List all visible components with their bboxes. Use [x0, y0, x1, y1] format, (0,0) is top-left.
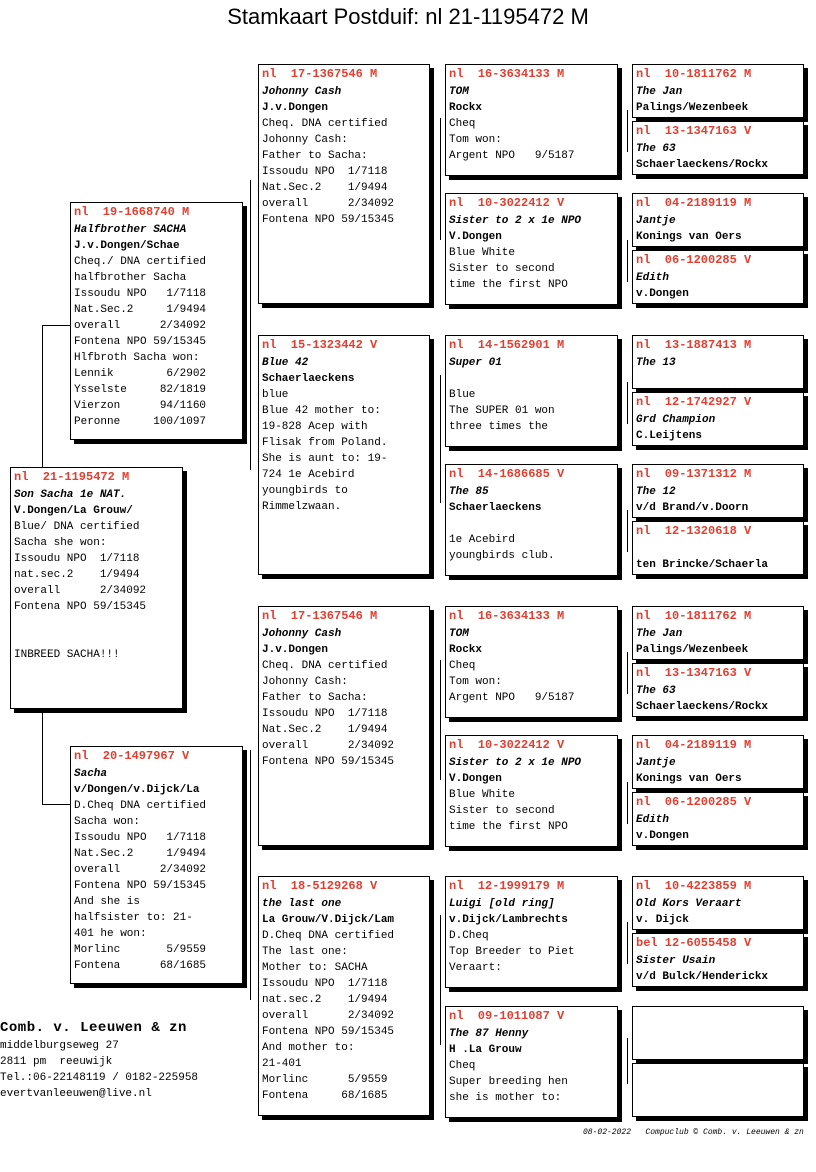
bird-info-line: Johonny Cash: [262, 134, 348, 146]
ring-number: nl 10-3022412 V [449, 196, 565, 210]
bird-info-line: overall 2/34092 [262, 198, 395, 210]
breeder: La Grouw/V.Dijck/Lam [262, 914, 395, 926]
bird-info-line: Top Breeder to Piet [449, 946, 575, 958]
bird-info-line: youngbirds club. [449, 550, 555, 562]
bird-info-line [14, 631, 179, 647]
bird-name: The 63 [636, 143, 676, 155]
connector-line [42, 804, 70, 805]
bird-name: Son Sacha 1e NAT. [14, 489, 127, 501]
ring-number: nl 12-1742927 V [636, 395, 752, 409]
ring-number: nl 09-1371312 M [636, 467, 752, 481]
ring-number: nl 09-1011087 V [449, 1009, 565, 1023]
pedigree-card[interactable] [632, 121, 804, 175]
bird-info-line: nat.sec.2 1/9494 [262, 994, 388, 1006]
bird-info-line: Fontena NPO 59/15345 [262, 1026, 395, 1038]
breeder: v.Dongen [636, 830, 689, 842]
bird-info-line: Fontena 68/1685 [74, 960, 207, 972]
bird-name: Johonny Cash [262, 628, 342, 640]
connector-line [440, 660, 441, 780]
breeder: v/d Brand/v.Doorn [636, 502, 749, 514]
bird-info-line: She is aunt to: 19- [262, 453, 388, 465]
ring-number: nl 13-1887413 M [636, 338, 752, 352]
bird-info-line: Issoudu NPO 1/7118 [74, 288, 207, 300]
connector-line [42, 712, 43, 804]
ring-number: nl 12-1320618 V [636, 524, 752, 538]
pedigree-card[interactable] [445, 193, 618, 305]
connector-line [627, 110, 628, 152]
bird-info-line: Argent NPO 9/5187 [449, 150, 575, 162]
bird-info-line: Ysselste 82/1819 [74, 384, 207, 396]
breeder: v.Dongen [636, 288, 689, 300]
connector-line [440, 375, 441, 503]
bird-name [636, 541, 800, 557]
ring-number: nl 04-2189119 M [636, 738, 752, 752]
bird-info-line: Nat.Sec.2 1/9494 [262, 182, 388, 194]
pedigree-card[interactable] [258, 606, 430, 846]
bird-info-line: D.Cheq DNA certified [74, 800, 207, 812]
bird-info-line: Sacha she won: [14, 537, 107, 549]
bird-name: Edith [636, 272, 670, 284]
breeder: Schaerlaeckens/Rockx [636, 159, 769, 171]
pedigree-card[interactable] [445, 1006, 618, 1118]
bird-info-line: Blue [449, 389, 476, 401]
pedigree-card[interactable] [632, 876, 804, 930]
ring-number: nl 17-1367546 M [262, 609, 378, 623]
bird-name: Sister to 2 x 1e NPO [449, 757, 582, 769]
bird-info-line: Veraart: [449, 962, 502, 974]
bird-name: The 13 [636, 357, 676, 369]
ring-number: nl 04-2189119 M [636, 196, 752, 210]
breeder: J.v.Dongen [262, 102, 329, 114]
pedigree-card[interactable] [632, 250, 804, 304]
connector-line [250, 180, 251, 470]
bird-info-line: Issoudu NPO 1/7118 [74, 832, 207, 844]
ring-number: nl 14-1686685 V [449, 467, 565, 481]
bird-info-line: Vierzon 94/1160 [74, 400, 207, 412]
pedigree-card[interactable] [445, 876, 618, 988]
ring-number: nl 16-3634133 M [449, 67, 565, 81]
owner-phone: Tel.:06-22148119 / 0182-225958 [0, 1072, 199, 1084]
connector-line [440, 915, 441, 1045]
bird-info-line: Fontena NPO 59/15345 [14, 601, 147, 613]
pedigree-card[interactable] [632, 663, 804, 717]
bird-info-line: youngbirds to [262, 485, 348, 497]
ring-number: nl 17-1367546 M [262, 67, 378, 81]
ring-number: nl 13-1347163 V [636, 124, 752, 138]
connector-line [627, 240, 628, 282]
breeder: v. Dijck [636, 914, 689, 926]
bird-name: Jantje [636, 215, 676, 227]
bird-info-line: 401 he won: [74, 928, 147, 940]
breeder: C.Leijtens [636, 430, 703, 442]
pedigree-card[interactable] [632, 735, 804, 789]
bird-info-line: Cheq. DNA certified [262, 118, 388, 130]
bird-info-line: D.Cheq [449, 930, 489, 942]
pedigree-card[interactable] [10, 467, 183, 709]
bird-info-line: Cheq./ DNA certified [74, 256, 207, 268]
bird-info-line: blue [262, 389, 289, 401]
connector-line [627, 382, 628, 424]
ring-number: nl 14-1562901 M [449, 338, 565, 352]
bird-info-line: overall 2/34092 [74, 320, 207, 332]
pedigree-card[interactable] [632, 392, 804, 446]
pedigree-card[interactable] [70, 746, 243, 984]
bird-name: the last one [262, 898, 342, 910]
bird-info-line: Nat.Sec.2 1/9494 [262, 724, 388, 736]
bird-info-line: halfbrother Sacha [74, 272, 187, 284]
breeder: v/d Bulck/Henderickx [636, 971, 769, 983]
bird-info-line: time the first NPO [449, 821, 568, 833]
pedigree-card[interactable] [445, 606, 618, 718]
connector-line [440, 118, 441, 240]
bird-info-line: Super breeding hen [449, 1076, 568, 1088]
bird-info-line: Cheq [449, 660, 476, 672]
owner-postcode: 2811 pm reeuwijk [0, 1056, 113, 1068]
ring-number: nl 06-1200285 V [636, 795, 752, 809]
breeder: Rockx [449, 102, 483, 114]
bird-info-line: Johonny Cash: [262, 676, 348, 688]
bird-info-line: 21-401 [262, 1058, 302, 1070]
bird-info-line [449, 516, 614, 532]
bird-info-line: Issoudu NPO 1/7118 [262, 166, 388, 178]
connector-line [627, 782, 628, 824]
bird-info-line: Fontena NPO 59/15345 [74, 880, 207, 892]
bird-info-line: 724 1e Acebird [262, 469, 355, 481]
ring-number: nl 10-1811762 M [636, 67, 752, 81]
pedigree-card[interactable] [632, 1006, 804, 1060]
bird-info-line: Issoudu NPO 1/7118 [262, 708, 388, 720]
breeder: Schaerlaeckens [262, 373, 355, 385]
bird-info-line: overall 2/34092 [262, 740, 395, 752]
bird-info-line: And mother to: [262, 1042, 355, 1054]
bird-info-line: Tom won: [449, 676, 502, 688]
pedigree-card[interactable] [632, 464, 804, 518]
bird-name: The 85 [449, 486, 489, 498]
bird-info-line: Issoudu NPO 1/7118 [262, 978, 388, 990]
bird-name: Old Kors Veraart [636, 898, 742, 910]
bird-info-line: Cheq [449, 118, 476, 130]
bird-info-line: Nat.Sec.2 1/9494 [74, 848, 207, 860]
pedigree-card[interactable] [632, 64, 804, 118]
breeder: Rockx [449, 644, 483, 656]
bird-info-line: The SUPER 01 won [449, 405, 555, 417]
pedigree-card[interactable] [258, 335, 430, 575]
bird-info-line: time the first NPO [449, 279, 568, 291]
bird-name: Edith [636, 814, 670, 826]
ring-number: bel 12-6055458 V [636, 936, 752, 950]
connector-line [627, 510, 628, 552]
bird-info-line: Flisak from Poland. [262, 437, 388, 449]
bird-info-line: Nat.Sec.2 1/9494 [74, 304, 207, 316]
bird-info-line: Blue White [449, 789, 516, 801]
pedigree-card[interactable] [632, 792, 804, 846]
page-title: Stamkaart Postduif: nl 21-1195472 M [227, 4, 589, 29]
bird-info-line: Lennik 6/2902 [74, 368, 207, 380]
owner-address: middelburgseweg 27 [0, 1040, 119, 1052]
breeder: Palings/Wezenbeek [636, 644, 749, 656]
pedigree-card[interactable] [632, 933, 804, 987]
bird-info-line: The last one: [262, 946, 348, 958]
breeder: V.Dongen [449, 773, 502, 785]
bird-name: The Jan [636, 86, 683, 98]
bird-name: The 63 [636, 685, 676, 697]
breeder: Schaerlaeckens/Rockx [636, 701, 769, 713]
pedigree-card[interactable] [632, 335, 804, 389]
bird-info-line: three times the [449, 421, 549, 433]
bird-info-line: Blue/ DNA certified [14, 521, 140, 533]
bird-name: TOM [449, 628, 469, 640]
bird-info-line: Blue 42 mother to: [262, 405, 381, 417]
ring-number: nl 20-1497967 V [74, 749, 190, 763]
breeder: V.Dongen [449, 231, 502, 243]
bird-info-line: Argent NPO 9/5187 [449, 692, 575, 704]
bird-info-line: Blue White [449, 247, 516, 259]
connector-line [627, 1038, 628, 1084]
bird-info-line: INBREED SACHA!!! [14, 649, 120, 661]
breeder: Schaerlaeckens [449, 502, 542, 514]
bird-info-line: Fontena NPO 59/15345 [262, 756, 395, 768]
bird-info-line: overall 2/34092 [14, 585, 147, 597]
bird-name: Sister Usain [636, 955, 716, 967]
owner-name: Comb. v. Leeuwen & zn [0, 1020, 187, 1036]
pedigree-card[interactable] [70, 202, 243, 440]
pedigree-card[interactable] [632, 193, 804, 247]
bird-info-line: halfsister to: 21- [74, 912, 193, 924]
bird-info-line: Cheq [449, 1060, 476, 1072]
pedigree-card[interactable] [445, 735, 618, 847]
breeder: J.v.Dongen/Schae [74, 240, 180, 252]
connector-line [250, 750, 251, 1000]
bird-info-line: Cheq. DNA certified [262, 660, 388, 672]
ring-number: nl 10-4223859 M [636, 879, 752, 893]
bird-name: Blue 42 [262, 357, 309, 369]
bird-name: Sister to 2 x 1e NPO [449, 215, 582, 227]
pedigree-card[interactable] [445, 464, 618, 576]
pedigree-card[interactable] [258, 876, 430, 1116]
breeder: Konings van Oers [636, 231, 742, 243]
ring-number: nl 10-3022412 V [449, 738, 565, 752]
bird-info-line: Peronne 100/1097 [74, 416, 207, 428]
connector-line [627, 922, 628, 964]
pedigree-card[interactable] [632, 521, 804, 575]
bird-name: The Jan [636, 628, 683, 640]
bird-info-line: D.Cheq DNA certified [262, 930, 395, 942]
bird-info-line: Hlfbroth Sacha won: [74, 352, 200, 364]
bird-info-line: nat.sec.2 1/9494 [14, 569, 140, 581]
pedigree-card[interactable] [445, 335, 618, 447]
connector-line [42, 325, 43, 468]
bird-info-line: Issoudu NPO 1/7118 [14, 553, 140, 565]
breeder [636, 371, 800, 387]
bird-name: Jantje [636, 757, 676, 769]
bird-info-line: Morlinc 5/9559 [262, 1074, 388, 1086]
bird-info-line: 19-828 Acep with [262, 421, 368, 433]
bird-name: Luigi [old ring] [449, 898, 555, 910]
bird-info-line: Father to Sacha: [262, 692, 368, 704]
ring-number: nl 15-1323442 V [262, 338, 378, 352]
owner-email[interactable]: evertvanleeuwen@live.nl [0, 1088, 152, 1100]
pedigree-card[interactable] [632, 1063, 804, 1117]
breeder: Palings/Wezenbeek [636, 102, 749, 114]
bird-info-line: Sister to second [449, 805, 555, 817]
ring-number: nl 12-1999179 M [449, 879, 565, 893]
bird-name: Super 01 [449, 357, 502, 369]
breeder: v.Dijck/Lambrechts [449, 914, 568, 926]
bird-info-line: Rimmelzwaan. [262, 501, 342, 513]
bird-name: Johonny Cash [262, 86, 342, 98]
bird-name: Halfbrother SACHA [74, 224, 187, 236]
bird-info-line [14, 615, 179, 631]
ring-number: nl 16-3634133 M [449, 609, 565, 623]
bird-info-line: And she is [74, 896, 141, 908]
connector-line [42, 325, 70, 326]
breeder: ten Brincke/Schaerla [636, 559, 769, 571]
ring-number: nl 19-1668740 M [74, 205, 190, 219]
ring-number: nl 18-5129268 V [262, 879, 378, 893]
footer-note: 08-02-2022 Compuclub © Comb. v. Leeuwen & zn [583, 1128, 804, 1137]
ring-number: nl 06-1200285 V [636, 253, 752, 267]
bird-info-line: Mother to: SACHA [262, 962, 368, 974]
bird-info-line: Morlinc 5/9559 [74, 944, 207, 956]
bird-info-line: Father to Sacha: [262, 150, 368, 162]
bird-info-line: overall 2/34092 [74, 864, 207, 876]
owner-info [0, 1018, 250, 1102]
bird-info-line: overall 2/34092 [262, 1010, 395, 1022]
pedigree-card[interactable] [258, 64, 430, 304]
ring-number: nl 13-1347163 V [636, 666, 752, 680]
connector-line [627, 652, 628, 694]
breeder: V.Dongen/La Grouw/ [14, 505, 133, 517]
breeder: v/Dongen/v.Dijck/La [74, 784, 200, 796]
bird-info-line: 1e Acebird [449, 534, 516, 546]
ring-number: nl 10-1811762 M [636, 609, 752, 623]
bird-info-line: Fontena NPO 59/15345 [262, 214, 395, 226]
bird-info-line: she is mother to: [449, 1092, 562, 1104]
bird-info-line: Sister to second [449, 263, 555, 275]
breeder: J.v.Dongen [262, 644, 329, 656]
breeder: Konings van Oers [636, 773, 742, 785]
bird-name: Grd Champion [636, 414, 716, 426]
bird-info-line: Fontena 68/1685 [262, 1090, 388, 1102]
bird-info-line: Fontena NPO 59/15345 [74, 336, 207, 348]
bird-name: Sacha [74, 768, 108, 780]
pedigree-card[interactable] [445, 64, 618, 176]
bird-info-line: Sacha won: [74, 816, 141, 828]
pedigree-card[interactable] [632, 606, 804, 660]
ring-number: nl 21-1195472 M [14, 470, 130, 484]
bird-name: The 87 Henny [449, 1028, 529, 1040]
bird-name: TOM [449, 86, 469, 98]
bird-info-line: Tom won: [449, 134, 502, 146]
breeder [449, 371, 614, 387]
bird-name: The 12 [636, 486, 676, 498]
breeder: H .La Grouw [449, 1044, 522, 1056]
